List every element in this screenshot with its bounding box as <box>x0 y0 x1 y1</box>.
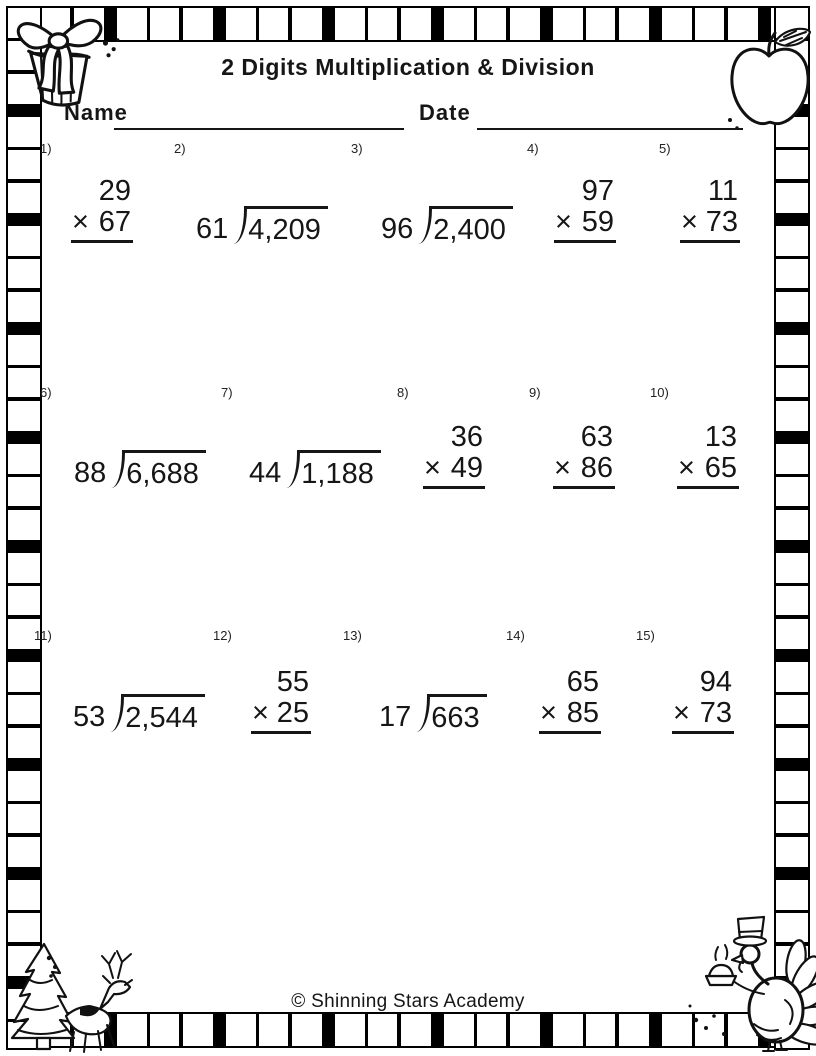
problem-number: 5) <box>659 141 671 156</box>
multiplicand: 29 <box>98 175 131 207</box>
problem-number: 11) <box>34 628 52 643</box>
dividend: 2,400 <box>430 206 513 245</box>
times-sign: × <box>681 206 698 238</box>
problem-number: 15) <box>636 628 655 643</box>
problem-10-multiplication <box>677 422 739 489</box>
date-blank-line[interactable] <box>477 102 743 130</box>
copyright-credit: © Shinning Stars Academy <box>291 991 525 1012</box>
multiplier: 25 <box>276 697 309 729</box>
problem-number: 10) <box>650 385 669 400</box>
multiplier: 67 <box>98 206 131 238</box>
problem-1-multiplication <box>71 176 133 243</box>
problem-2-division <box>196 206 328 245</box>
border-left <box>6 6 42 1050</box>
times-sign: × <box>554 452 571 484</box>
problem-number: 13) <box>343 628 362 643</box>
multiplicand: 65 <box>566 666 599 698</box>
multiplier: 49 <box>450 452 483 484</box>
multiplier-row <box>71 207 133 243</box>
problem-number: 12) <box>213 628 232 643</box>
multiplier-row <box>553 453 615 489</box>
problem-number: 14) <box>506 628 525 643</box>
problem-13-division <box>379 694 487 733</box>
problem-number: 6) <box>40 385 52 400</box>
times-sign: × <box>673 697 690 729</box>
turkey-icon <box>684 902 816 1052</box>
border-right <box>774 6 810 1050</box>
divisor: 96 <box>381 213 414 245</box>
date-label: Date <box>419 100 471 125</box>
multiplier: 73 <box>705 206 738 238</box>
multiplicand: 94 <box>699 666 732 698</box>
multiplier-row <box>251 698 311 734</box>
times-sign: × <box>252 697 269 729</box>
dividend: 6,688 <box>123 450 206 489</box>
multiplier-row <box>677 453 739 489</box>
divisor: 17 <box>379 701 412 733</box>
multiplicand: 13 <box>704 421 737 453</box>
multiplier-row <box>680 207 740 243</box>
multiplier: 85 <box>566 697 599 729</box>
multiplier-row <box>554 207 616 243</box>
problem-11-division <box>73 694 205 733</box>
times-sign: × <box>540 697 557 729</box>
divisor: 88 <box>74 457 107 489</box>
multiplier-row <box>539 698 601 734</box>
problem-3-division <box>381 206 513 245</box>
problem-14-multiplication <box>539 667 601 734</box>
dividend: 1,188 <box>298 450 381 489</box>
problem-number: 9) <box>529 385 541 400</box>
multiplicand: 36 <box>450 421 483 453</box>
times-sign: × <box>72 206 89 238</box>
name-label: Name <box>64 100 128 125</box>
divisor: 61 <box>196 213 229 245</box>
problem-number: 4) <box>527 141 539 156</box>
multiplicand: 11 <box>707 175 738 207</box>
problem-8-multiplication <box>423 422 485 489</box>
multiplicand: 55 <box>276 666 309 698</box>
multiplier: 65 <box>704 452 737 484</box>
dividend: 2,544 <box>122 694 205 733</box>
multiplier-row <box>423 453 485 489</box>
divisor: 53 <box>73 701 106 733</box>
problem-9-multiplication <box>553 422 615 489</box>
multiplicand: 63 <box>580 421 613 453</box>
dividend: 4,209 <box>245 206 328 245</box>
multiplicand: 97 <box>581 175 614 207</box>
problem-4-multiplication <box>554 176 616 243</box>
problem-12-multiplication <box>251 667 311 734</box>
multiplier: 86 <box>580 452 613 484</box>
multiplier: 73 <box>699 697 732 729</box>
times-sign: × <box>678 452 695 484</box>
problem-6-division <box>74 450 206 489</box>
problem-number: 8) <box>397 385 409 400</box>
name-blank-line[interactable] <box>114 102 404 130</box>
problem-5-multiplication <box>680 176 740 243</box>
divisor: 44 <box>249 457 282 489</box>
problem-number: 7) <box>221 385 233 400</box>
page-title: 2 Digits Multiplication & Division <box>221 54 595 80</box>
problem-number: 3) <box>351 141 363 156</box>
multiplier-row <box>672 698 734 734</box>
problem-7-division <box>249 450 381 489</box>
dividend: 663 <box>428 694 486 733</box>
problem-15-multiplication <box>672 667 734 734</box>
problem-number: 2) <box>174 141 186 156</box>
problem-number: 1) <box>40 141 52 156</box>
multiplier: 59 <box>581 206 614 238</box>
times-sign: × <box>555 206 572 238</box>
times-sign: × <box>424 452 441 484</box>
